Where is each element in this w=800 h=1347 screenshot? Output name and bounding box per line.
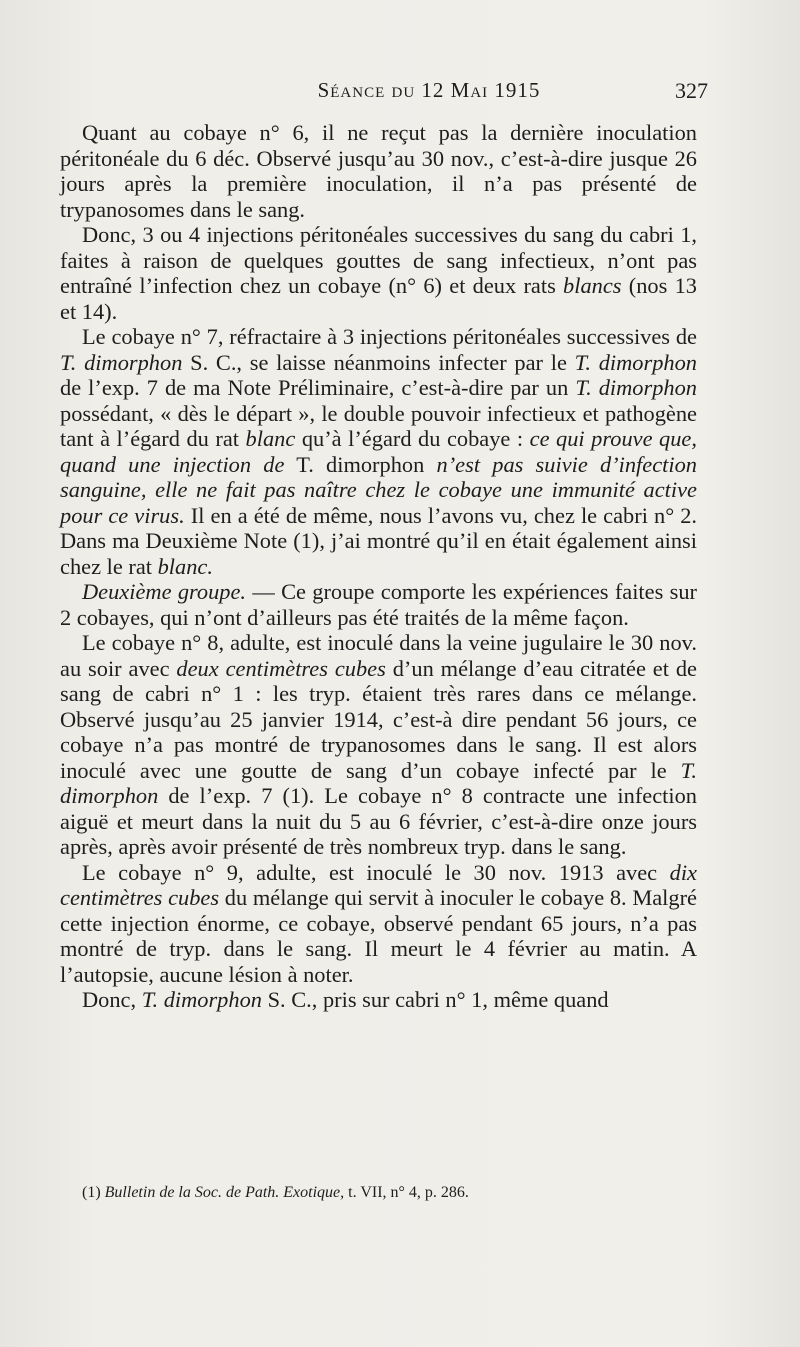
paragraph-2: Donc, 3 ou 4 injections péritonéales successives du sang du cabri 1, faites à raison de quelques gouttes de sang infectieux, n’ont pas entraîné l’infection chez un cobaye (n° 6) et deux rats blancs (nos 13 et 14). xyxy=(60,222,697,324)
footnote: (1) Bulletin de la Soc. de Path. Exotique, t. VII, n° 4, p. 286. xyxy=(82,1184,469,1201)
paragraph-6: Le cobaye n° 9, adulte, est inoculé le 30 nov. 1913 avec dix centimètres cubes du mélange qui servit à inoculer le cobaye 8. Malgré cette injection énorme, ce cobaye, observé pendant 65 jours, n’a pas montré de tryp. dans le sang. Il meurt le 4 février au matin. A l’autopsie, aucune lésion à noter. xyxy=(60,859,697,987)
paragraph-4: Deuxième groupe. — Ce groupe comporte les expériences faites sur 2 cobayes, qui n’ont d’ailleurs pas été traités de la même façon. xyxy=(60,579,697,630)
body-text xyxy=(60,120,697,1013)
footnote-source: Bulletin de la Soc. de Path. Exotique, xyxy=(104,1184,345,1201)
page-number: 327 xyxy=(675,78,708,103)
paragraph-7: Donc, T. dimorphon S. C., pris sur cabri n° 1, même quand xyxy=(82,987,609,1012)
running-head: Séance du 12 Mai 1915 xyxy=(317,78,541,102)
section-heading: Deuxième groupe. xyxy=(82,579,247,604)
page-header xyxy=(60,78,708,108)
paragraph-3: Le cobaye n° 7, réfractaire à 3 injections péritonéales successives de T. dimorphon S. C., se laisse néanmoins infecter par le T. dimorphon de l’exp. 7 de ma Note Préliminaire, c’est-à-dire par un T. dimorphon possédant, « dès le départ », le double pouvoir infectieux et pathogène tant à l’égard du rat blanc qu’à l’égard du cobaye : ce qui prouve que, quand une injection de T. dimorphon n’est pas suivie d’infection sanguine, elle ne fait pas naître chez le cobaye une immunité active pour ce virus. Il en a été de même, nous l’avons vu, chez le cabri n° 2. Dans ma Deuxième Note (1), j’ai montré qu’il en était également ainsi chez le rat blanc. xyxy=(60,324,698,579)
paragraph-1: Quant au cobaye n° 6, il ne reçut pas la dernière inoculation péritonéale du 6 déc. Observé jusqu’au 30 nov., c’est-à-dire jusque 26 jours après la première inoculation, il n’a pas présenté de trypanosomes dans le sang. xyxy=(60,120,697,222)
paragraph-5: Le cobaye n° 8, adulte, est inoculé dans la veine jugulaire le 30 nov. au soir avec deux centimètres cubes d’un mélange d’eau citratée et de sang de cabri n° 1 : les tryp. étaient très rares dans ce mélange. Observé jusqu’au 25 janvier 1914, c’est-à dire pendant 56 jours, ce cobaye n’a pas montré de trypanosomes dans le sang. Il est alors inoculé avec une goutte de sang d’un cobaye infecté par le T. dimorphon de l’exp. 7 (1). Le cobaye n° 8 contracte une infection aiguë et meurt dans la nuit du 5 au 6 février, c’est-à-dire onze jours après, après avoir présenté de très nombreux tryp. dans le sang. xyxy=(60,630,697,859)
